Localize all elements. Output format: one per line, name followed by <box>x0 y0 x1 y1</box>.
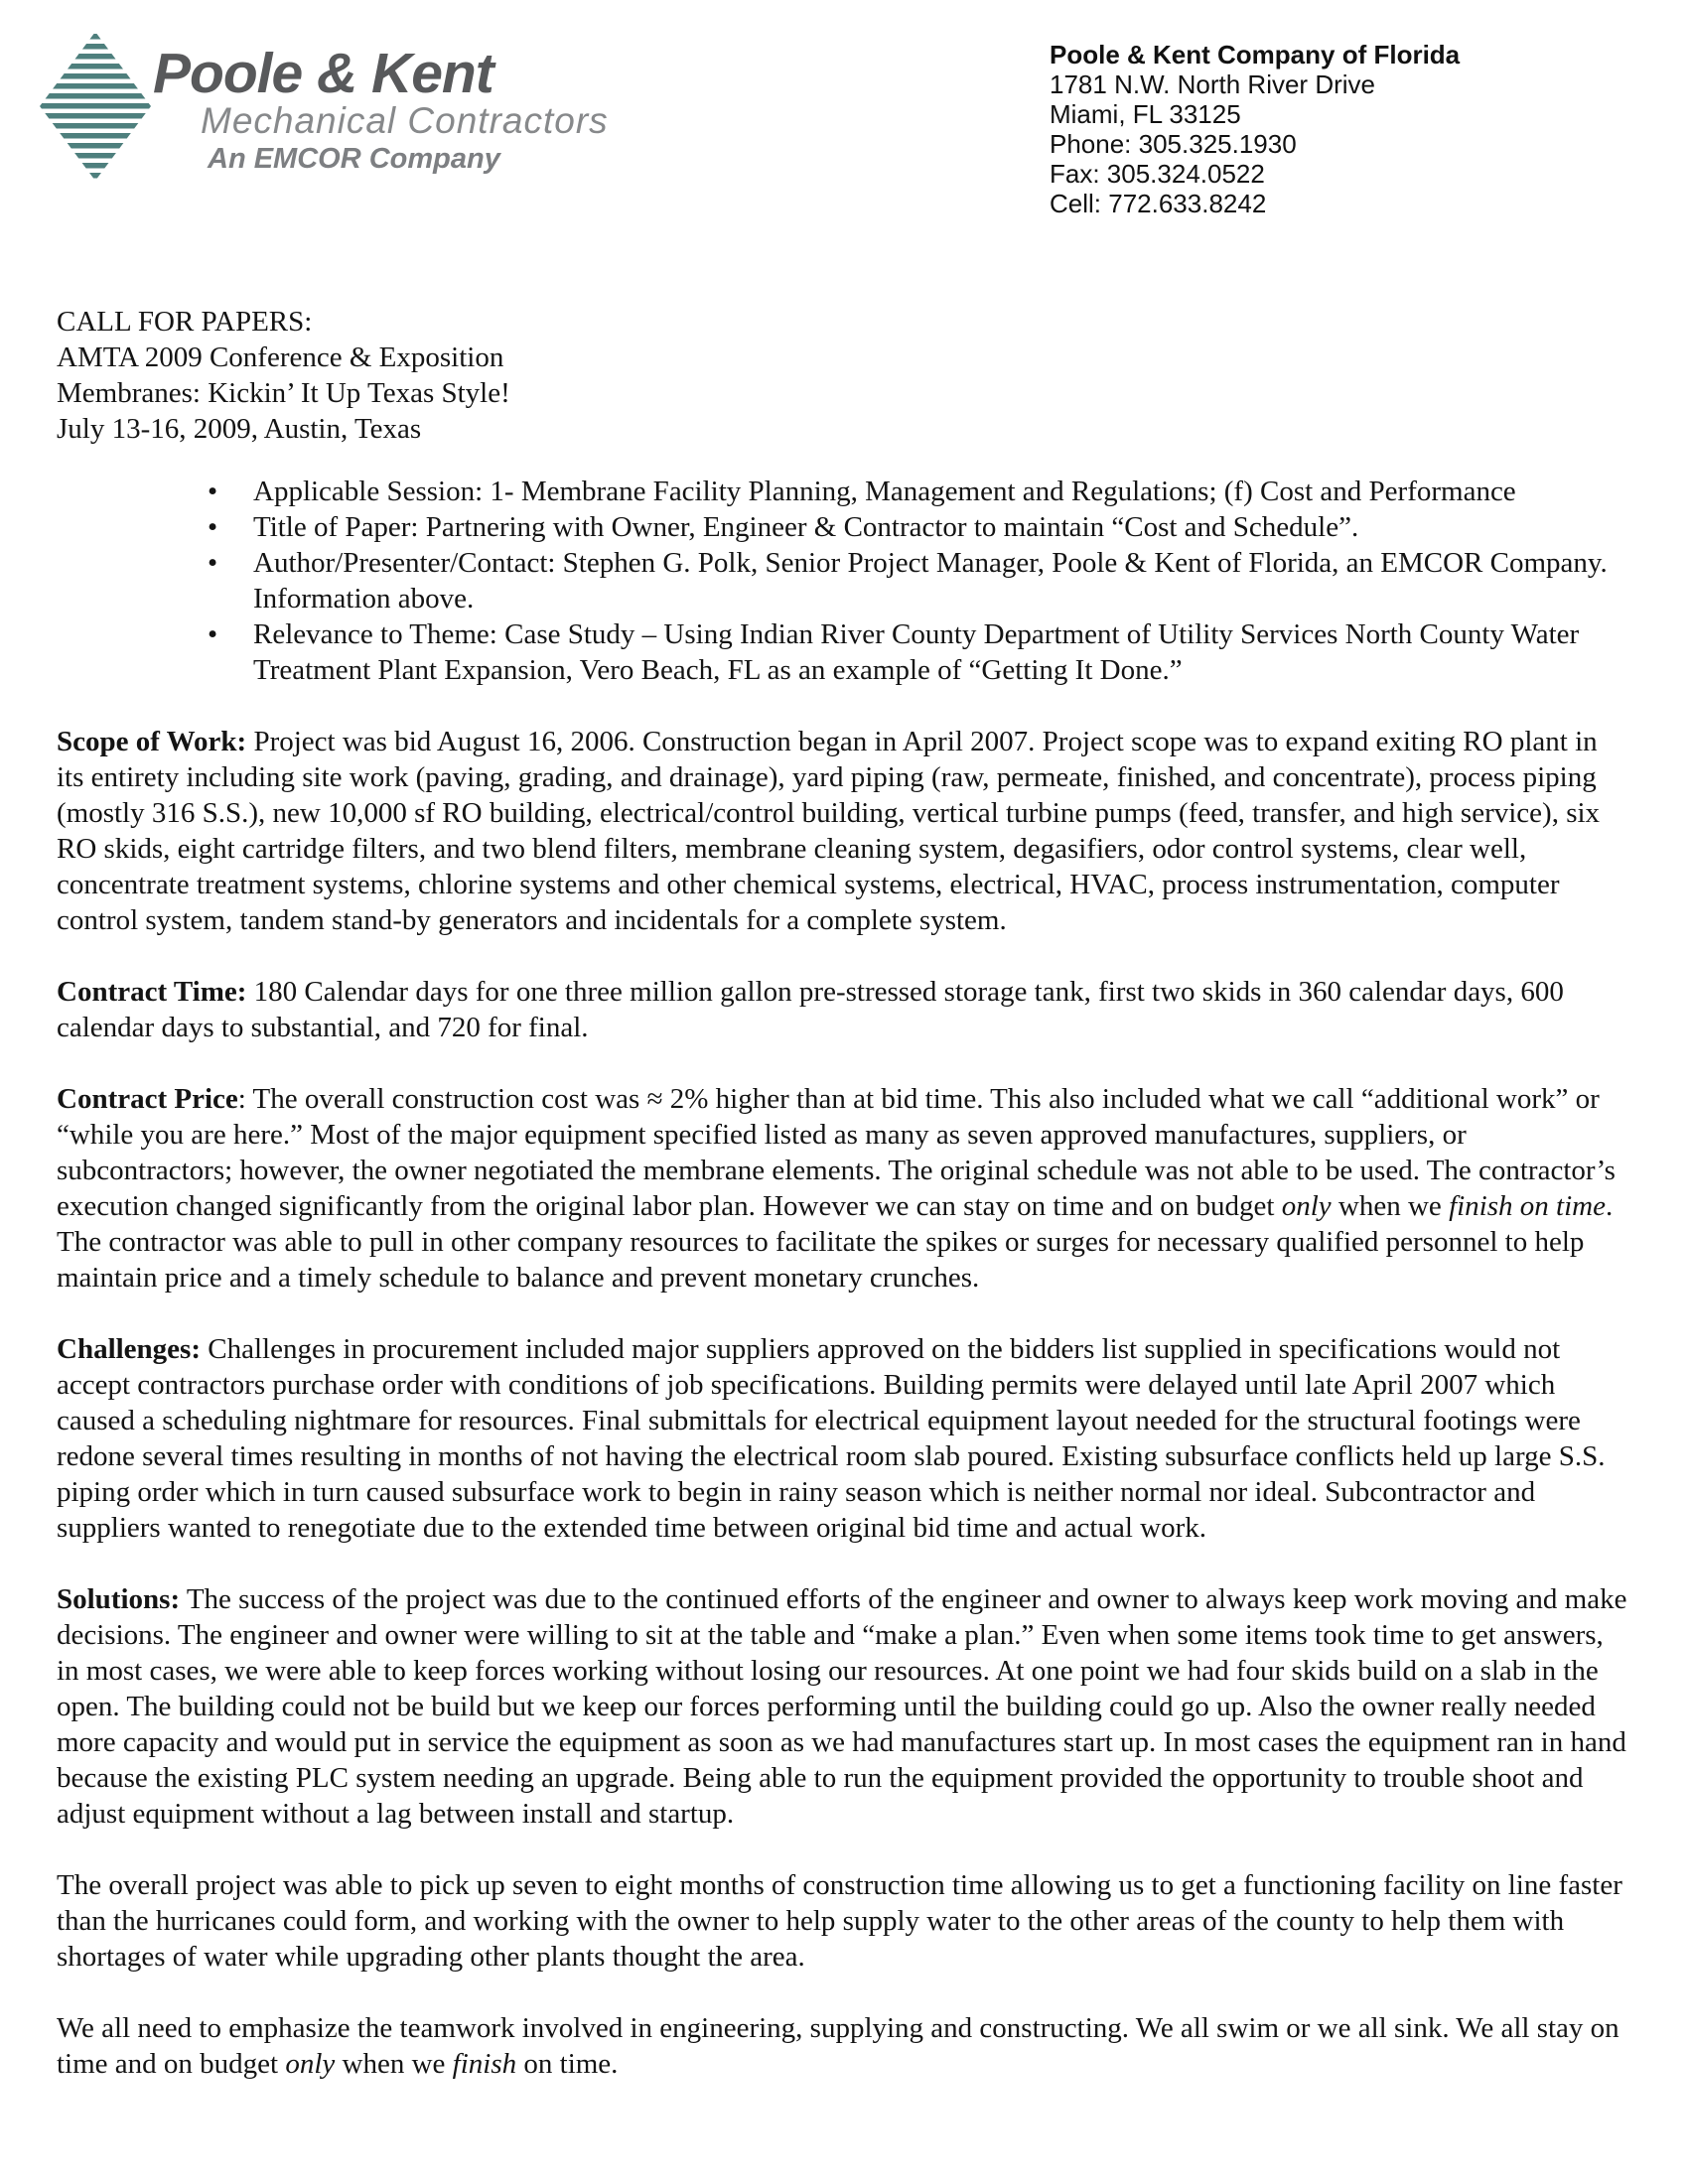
list-item-applicable-session: • Applicable Session: 1- Membrane Facility Planning, Management and Regulations; (f) Cost and Performance <box>253 474 1630 509</box>
paragraph-scope-of-work <box>57 724 1630 938</box>
contact-company: Poole & Kent Company of Florida <box>1050 40 1461 69</box>
list-item-paper-title: • Title of Paper: Partnering with Owner, Engineer & Contractor to maintain “Cost and Schedule”. <box>253 509 1630 545</box>
letter-body <box>57 304 1630 2082</box>
striped-diamond-logo-icon <box>40 32 151 181</box>
submission-details-list <box>253 474 1630 688</box>
paragraph-body: : The overall construction cost was ≈ 2% higher than at bid time. This also included what we call “additional work” or “while you are here.” Most of the major equipment specified listed as many as seven approved manufactures, suppliers, or subcontractors; however, the owner negotiated the membrane elements. The original schedule was not able to be used. The contractor’s execution changed significantly from the original labor plan. However we can stay on time and on budget only when we finish on time. The contractor was able to pull in other company resources to facilitate the spikes or surges for necessary qualified personnel to help maintain price and a timely schedule to balance and prevent monetary crunches. <box>57 1083 1616 1294</box>
paragraph-lead: Challenges: <box>57 1333 201 1365</box>
paragraph-contract-time <box>57 974 1630 1045</box>
paragraph-challenges <box>57 1331 1630 1546</box>
paragraph-lead: Contract Time: <box>57 976 247 1008</box>
list-item-author-contact: • Author/Presenter/Contact: Stephen G. Polk, Senior Project Manager, Poole & Kent of Florida, an EMCOR Company. Information above. <box>253 545 1630 616</box>
contact-phone: Phone: 305.325.1930 <box>1050 129 1297 159</box>
logo-subtitle: Mechanical Contractors <box>201 100 609 141</box>
paragraph-teamwork-closing <box>57 2010 1630 2082</box>
cfp-theme-line: Membranes: Kickin’ It Up Texas Style! <box>57 377 510 409</box>
contact-address-line2: Miami, FL 33125 <box>1050 99 1241 129</box>
logo-tagline: An EMCOR Company <box>208 143 500 175</box>
paragraph-body: The success of the project was due to the continued efforts of the engineer and owner to always keep work moving and make decisions. The engineer and owner were willing to sit at the table and “make a plan.” Even when some items took time to get answers, in most cases, we were able to keep forces working without losing our resources. At one point we had four skids build on a slab in the open. The building could not be build but we keep our forces performing until the building could go up. Also the owner really needed more capacity and would put in service the equipment as soon as we had manufactures start up. In most cases the equipment ran in hand because the existing PLC system needing an upgrade. Being able to run the equipment provided the opportunity to trouble shoot and adjust equipment without a lag between install and startup. <box>57 1583 1627 1830</box>
call-for-papers-block <box>57 304 1630 447</box>
company-logo <box>40 32 609 181</box>
paragraph-body: We all need to emphasize the teamwork involved in engineering, supplying and constructing. We all swim or we all sink. We all stay on time and on budget only when we finish on time. <box>57 2012 1619 2080</box>
cfp-heading: CALL FOR PAPERS: <box>57 306 313 338</box>
paragraph-lead: Solutions: <box>57 1583 181 1615</box>
logo-text <box>151 32 609 177</box>
cfp-date-location-line: July 13-16, 2009, Austin, Texas <box>57 413 422 445</box>
paragraph-solutions <box>57 1581 1630 1832</box>
paragraph-body: Project was bid August 16, 2006. Construction began in April 2007. Project scope was to expand exiting RO plant in its entirety including site work (paving, grading, and drainage), yard piping (raw, permeate, finished, and concentrate), process piping (mostly 316 S.S.), new 10,000 sf RO building, electrical/control building, vertical turbine pumps (feed, transfer, and high service), six RO skids, eight cartridge filters, and two blend filters, membrane cleaning system, degasifiers, odor control systems, clear well, concentrate treatment systems, chlorine systems and other chemical systems, electrical, HVAC, process instrumentation, computer control system, tandem stand-by generators and incidentals for a complete system. <box>57 726 1601 936</box>
brand-name: Poole & Kent <box>153 42 493 105</box>
paragraph-body: Challenges in procurement included major suppliers approved on the bidders list supplied in specifications would not accept contractors purchase order with conditions of job specifications. Building permits were delayed until late April 2007 which caused a scheduling nightmare for resources. Final submittals for electrical equipment layout needed for the structural footings were redone several times resulting in months of not having the electrical room slab poured. Existing subsurface conflicts held up large S.S. piping order which in turn caused subsurface work to begin in rainy season which is neither normal nor ideal. Subcontractor and suppliers wanted to renegotiate due to the extended time between original bid time and actual work. <box>57 1333 1606 1544</box>
paragraph-body: The overall project was able to pick up seven to eight months of construction time allowing us to get a functioning facility on line faster than the hurricanes could form, and working with the owner to help supply water to the other areas of the county to help them with shortages of water while upgrading other plants thought the area. <box>57 1869 1622 1973</box>
paragraph-overall-project <box>57 1867 1630 1975</box>
paragraph-lead: Scope of Work: <box>57 726 247 757</box>
contact-fax: Fax: 305.324.0522 <box>1050 159 1265 189</box>
list-item-relevance-theme: • Relevance to Theme: Case Study – Using Indian River County Department of Utility Services North County Water Treatment Plant Expansion, Vero Beach, FL as an example of “Getting It Done.” <box>253 616 1630 688</box>
contact-address-line1: 1781 N.W. North River Drive <box>1050 69 1375 99</box>
cfp-conference-line: AMTA 2009 Conference & Exposition <box>57 341 504 373</box>
paragraph-body: 180 Calendar days for one three million gallon pre-stressed storage tank, first two skids in 360 calendar days, 600 calendar days to substantial, and 720 for final. <box>57 976 1564 1043</box>
paragraph-lead: Contract Price <box>57 1083 238 1115</box>
contact-cell: Cell: 772.633.8242 <box>1050 189 1267 218</box>
contact-info <box>1050 40 1460 218</box>
paragraph-contract-price <box>57 1081 1630 1296</box>
